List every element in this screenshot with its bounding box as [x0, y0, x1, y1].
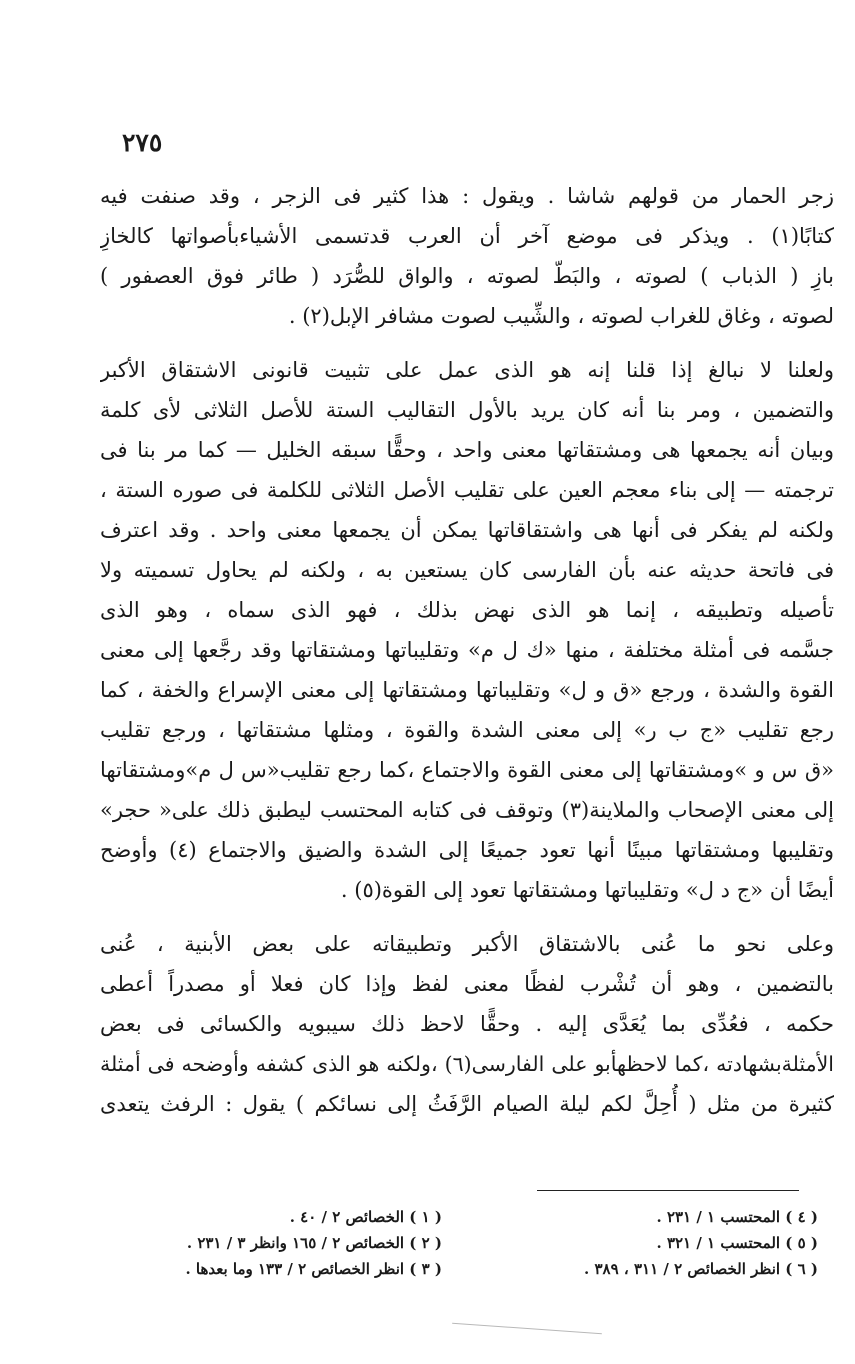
text-line: رجع تقليب «ج ب ر» إلى معنى الشدة والقوة ، ومثلها مشتقاتها ، ورجع تقليب [100, 718, 834, 742]
text-line: تأصيله وتطبيقه ، إنما هو الذى نهض بذلك ، فهو الذى سماه ، وهو الذى [100, 598, 834, 622]
page-number: ٢٧٥ [122, 128, 163, 157]
footnote: ( ٦ ) انظر الخصائص ٢ / ٣١١ ، ٣٨٩ . [584, 1260, 818, 1278]
paragraph [100, 924, 834, 1124]
text-line: ولعلنا لا نبالغ إذا قلنا إنه هو الذى عمل على تثبيت قانونى الاشتقاق الأكبر [100, 358, 834, 382]
text-line: حكمه ، فعُدِّى بما يُعَدَّى إليه . وحقًّا لاحظ ذلك سيبويه والكسائى فى بعض [100, 1012, 834, 1036]
text-line: القوة والشدة ، ورجع «ق و ل» وتقليباتها ومشتقاتها إلى معنى الإسراع والخفة ، كما [100, 678, 834, 702]
text-line: بازِ ( الذباب ) لصوته ، والبَطّ لصوته ، والواق للصُّرَد ( طائر فوق العصفور ) [100, 264, 834, 288]
text-line: أيضًا أن «ج د ل» وتقليباتها ومشتقاتها تعود إلى القوة(٥) . [340, 878, 834, 902]
footnote: ( ٢ ) الخصائص ٢ / ١٦٥ وانظر ٣ / ٢٣١ . [186, 1234, 442, 1252]
paragraph [100, 176, 834, 336]
text-line: فى فاتحة حديثه عنه بأن الفارسى كان يستعين به ، ولكنه لم يحاول تسميته ولا [100, 558, 834, 582]
footnote-column-right [112, 1204, 442, 1282]
text-line: كتابًا(١) . ويذكر فى موضع آخر أن العرب قدتسمى الأشياءبأصواتها كالخازِ [100, 224, 834, 248]
paragraph-gap [100, 336, 834, 350]
text-line: جسَّمه فى أمثلة مختلفة ، منها «ك ل م» وتقليباتها ومشتقاتها وقد رجَّعها إلى معنى [100, 638, 834, 662]
paragraph-gap [100, 910, 834, 924]
text-line: ترجمته — إلى بناء معجم العين على تقليب الأصل الثلاثى للكلمة فى صوره الستة ، [100, 478, 834, 502]
footnote-column-left [488, 1204, 818, 1282]
text-line: الأمثلةبشهادته ،كما لاحظهأبو على الفارسى(٦) ،ولكنه هو الذى كشفه وأوضحه فى أمثلة [100, 1052, 834, 1076]
footnote: ( ٥ ) المحتسب ١ / ٣٢١ . [656, 1234, 818, 1252]
text-line: وبيان أنه يجمعها هى ومشتقاتها معنى واحد ، وحقًّا سبقه الخليل — كما مر بنا فى [100, 438, 834, 462]
footnote: ( ٤ ) المحتسب ١ / ٢٣١ . [656, 1208, 818, 1226]
text-line: وتقليبها ومشتقاتها مبينًا أنها تعود جميعًا إلى الشدة والضيق والاجتماع (٤) وأوضح [100, 838, 834, 862]
text-line: زجر الحمار من قولهم شاشا . ويقول : هذا كثير فى الزجر ، وقد صنفت فيه [100, 184, 834, 208]
text-line: بالتضمين ، وهو أن تُشْرب لفظًا معنى لفظ وإذا كان فعلا أو مصدراً أعطى [100, 972, 834, 996]
footnote: ( ٣ ) انظر الخصائص ٢ / ١٣٣ وما بعدها . [185, 1260, 442, 1278]
scan-mark [452, 1323, 602, 1334]
text-line: كثيرة من مثل ( أُحِلَّ لكم ليلة الصيام الرَّفَثُ إلى نسائكم ) يقول : الرفث يتعدى [100, 1092, 834, 1116]
text-line: إلى معنى الإصحاب والملاينة(٣) وتوقف فى كتابه المحتسب ليطبق ذلك على« حجر» [100, 798, 834, 822]
text-line: لصوته ، وغاق للغراب لصوته ، والشِّيب لصوت مشافر الإبل(٢) . [288, 304, 834, 328]
footnote-rule [537, 1190, 799, 1191]
text-line: «ق س و »ومشتقاتها إلى معنى القوة والاجتماع ،كما رجع تقليب«س ل م»ومشتقاتها [100, 758, 834, 782]
footnote: ( ١ ) الخصائص ٢ / ٤٠ . [289, 1208, 442, 1226]
footnotes [112, 1204, 818, 1282]
paragraph [100, 350, 834, 910]
text-line: والتضمين ، ومر بنا أنه كان يريد بالأول التقاليب الستة للأصل الثلاثى لأى كلمة [100, 398, 834, 422]
main-text [100, 176, 834, 1124]
text-line: وعلى نحو ما عُنى بالاشتقاق الأكبر وتطبيقاته على بعض الأبنية ، عُنى [100, 932, 834, 956]
text-line: ولكنه لم يفكر فى أنها هى واشتقاقاتها يمكن أن يجمعها معنى واحد . وقد اعترف [100, 518, 834, 542]
